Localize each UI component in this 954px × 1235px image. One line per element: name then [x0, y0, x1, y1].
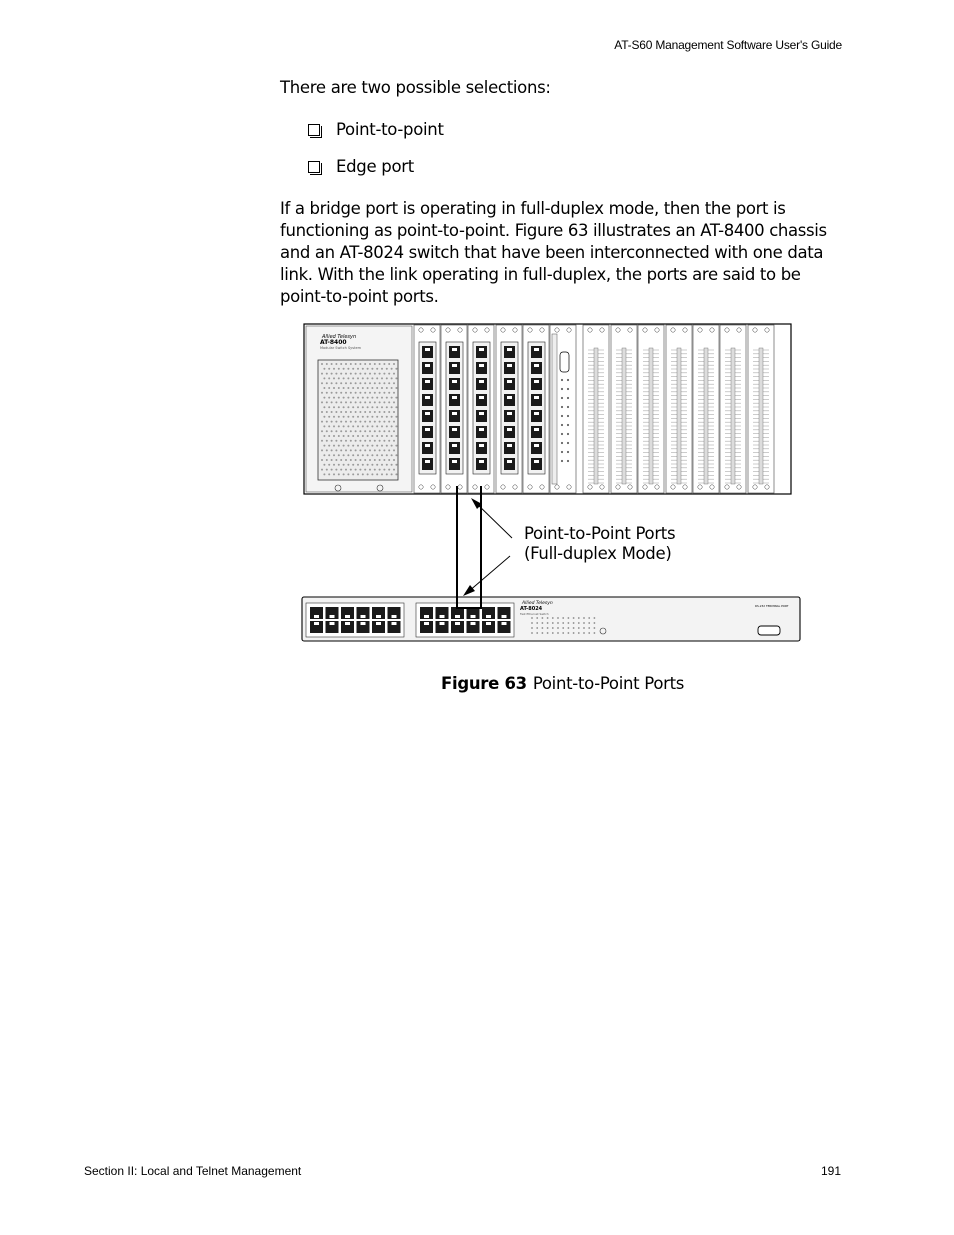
- rj45-port-icon: [449, 458, 460, 470]
- intro-text: There are two possible selections:: [280, 78, 551, 97]
- chassis-slot: [611, 325, 637, 493]
- chassis-slot: [583, 325, 609, 493]
- arrow-down-icon: [463, 585, 475, 596]
- rj45-port-icon: [504, 458, 515, 470]
- rj45-port-icon: [504, 426, 515, 438]
- led-icon: [531, 632, 533, 634]
- led-icon: [578, 622, 580, 624]
- callout-line-1: Point-to-Point Ports: [524, 524, 676, 543]
- led-icon: [547, 632, 549, 634]
- led-icon: [542, 632, 544, 634]
- checkbox-bullet-icon: [308, 161, 320, 173]
- rj45-port-icon: [504, 442, 515, 454]
- led-icon: [578, 632, 580, 634]
- switch-terminal-label: RS-232 TERMINAL PORT: [755, 604, 789, 608]
- led-icon: [552, 632, 554, 634]
- footer-section: Section II: Local and Telnet Management: [84, 1164, 302, 1178]
- led-icon: [568, 622, 570, 624]
- rj45-port-icon: [531, 410, 542, 422]
- switch-model: AT-8024: [520, 606, 543, 612]
- led-icon: [562, 632, 564, 634]
- led-icon: [531, 617, 533, 619]
- led-icon: [594, 617, 596, 619]
- led-icon: [578, 617, 580, 619]
- led-icon: [583, 627, 585, 629]
- rj45-port-icon: [449, 410, 460, 422]
- led-icon: [573, 632, 575, 634]
- console-port-icon: [560, 352, 569, 372]
- rj45-port-icon: [476, 410, 487, 422]
- rj45-port-icon: [476, 458, 487, 470]
- led-icon: [552, 622, 554, 624]
- led-icon: [561, 415, 563, 417]
- led-icon: [561, 460, 563, 462]
- rj45-port-icon: [449, 442, 460, 454]
- chassis-slot: [496, 325, 522, 493]
- option-point-to-point: [308, 120, 444, 139]
- rj45-port-icon: [476, 394, 487, 406]
- led-icon: [583, 617, 585, 619]
- chassis-model: AT-8400: [320, 339, 347, 346]
- chassis-slot: [748, 325, 774, 493]
- led-icon: [573, 627, 575, 629]
- led-icon: [562, 617, 564, 619]
- chassis-slot: [720, 325, 746, 493]
- led-icon: [567, 379, 569, 381]
- chassis-slot: [414, 325, 440, 493]
- serial-port-icon: [758, 626, 780, 635]
- led-icon: [552, 617, 554, 619]
- led-icon: [536, 617, 538, 619]
- led-icon: [557, 627, 559, 629]
- rj45-port-icon: [422, 426, 433, 438]
- led-icon: [567, 460, 569, 462]
- led-icon: [552, 627, 554, 629]
- led-icon: [594, 632, 596, 634]
- led-icon: [542, 617, 544, 619]
- rj45-port-icon: [476, 362, 487, 374]
- led-icon: [536, 632, 538, 634]
- chassis-slot: [666, 325, 692, 493]
- led-icon: [542, 622, 544, 624]
- led-icon: [583, 632, 585, 634]
- rj45-port-icon: [422, 410, 433, 422]
- option-edge-port: [308, 157, 414, 176]
- rj45-port-icon: [476, 426, 487, 438]
- chassis-subtitle: Modular Switch System: [320, 346, 362, 350]
- figure-point-to-point: [300, 320, 810, 654]
- led-icon: [547, 617, 549, 619]
- chassis-brand: Allied Telesyn: [322, 334, 357, 340]
- led-icon: [578, 627, 580, 629]
- option-label: Edge port: [336, 157, 414, 176]
- callout-line-2: (Full-duplex Mode): [524, 544, 672, 563]
- rj45-port-icon: [531, 346, 542, 358]
- rj45-port-icon: [422, 394, 433, 406]
- rj45-port-icon: [422, 458, 433, 470]
- led-icon: [594, 627, 596, 629]
- led-icon: [561, 406, 563, 408]
- rj45-port-icon: [449, 378, 460, 390]
- rj45-port-icon: [531, 458, 542, 470]
- at8400-chassis: [304, 324, 791, 494]
- led-icon: [561, 433, 563, 435]
- rj45-port-icon: [449, 394, 460, 406]
- rj45-port-icon: [422, 442, 433, 454]
- footer-page-number: 191: [820, 1164, 841, 1178]
- led-icon: [588, 622, 590, 624]
- chassis-slot: [523, 325, 549, 493]
- led-icon: [557, 617, 559, 619]
- rj45-port-icon: [531, 394, 542, 406]
- led-icon: [573, 617, 575, 619]
- figure-caption: [441, 674, 684, 693]
- led-icon: [547, 627, 549, 629]
- chassis-slot: [468, 325, 494, 493]
- led-icon: [547, 622, 549, 624]
- option-label: Point-to-point: [336, 120, 444, 139]
- chassis-slot: [693, 325, 719, 493]
- led-icon: [568, 627, 570, 629]
- checkbox-bullet-icon: [308, 124, 320, 136]
- led-icon: [567, 406, 569, 408]
- rj45-port-icon: [504, 394, 515, 406]
- rj45-port-icon: [449, 346, 460, 358]
- rj45-port-icon: [504, 410, 515, 422]
- led-icon: [557, 622, 559, 624]
- led-icon: [542, 627, 544, 629]
- chassis-slot: [441, 325, 467, 493]
- led-icon: [567, 388, 569, 390]
- led-icon: [567, 451, 569, 453]
- switch-brand: Allied Telesyn: [522, 601, 553, 606]
- rj45-port-icon: [449, 426, 460, 438]
- rj45-port-icon: [504, 346, 515, 358]
- led-icon: [567, 442, 569, 444]
- rj45-port-icon: [476, 378, 487, 390]
- rj45-port-icon: [531, 426, 542, 438]
- rj45-port-icon: [422, 362, 433, 374]
- led-icon: [561, 388, 563, 390]
- rj45-port-icon: [476, 442, 487, 454]
- led-icon: [561, 451, 563, 453]
- rj45-port-icon: [476, 346, 487, 358]
- led-icon: [594, 622, 596, 624]
- led-icon: [561, 442, 563, 444]
- rj45-port-icon: [504, 378, 515, 390]
- body-paragraph: If a bridge port is operating in full-duplex mode, then the port is functioning as point-to-point. Figure 63 illustrates an AT-8400 chassis and an AT-8024 switch that have been interconnected with one data link. With the link operating in full-duplex, the ports are said to be point-to-point ports.: [280, 199, 827, 306]
- chassis-slot: [638, 325, 664, 493]
- rj45-port-icon: [504, 362, 515, 374]
- switch-subtitle: Fast Ethernet Switch: [520, 612, 549, 616]
- led-icon: [562, 622, 564, 624]
- rj45-port-icon: [531, 378, 542, 390]
- rj45-port-icon: [449, 362, 460, 374]
- led-icon: [536, 622, 538, 624]
- network-diagram: [300, 320, 810, 650]
- led-icon: [536, 627, 538, 629]
- led-icon: [567, 415, 569, 417]
- led-icon: [567, 397, 569, 399]
- led-icon: [561, 379, 563, 381]
- running-header: AT-S60 Management Software User's Guide: [614, 38, 842, 52]
- led-icon: [531, 627, 533, 629]
- led-icon: [588, 617, 590, 619]
- led-icon: [561, 397, 563, 399]
- led-icon: [588, 627, 590, 629]
- led-icon: [567, 433, 569, 435]
- led-icon: [583, 622, 585, 624]
- rj45-port-icon: [531, 442, 542, 454]
- led-icon: [531, 622, 533, 624]
- led-icon: [568, 632, 570, 634]
- caption-text: Point-to-Point Ports: [532, 674, 685, 693]
- rj45-port-icon: [531, 362, 542, 374]
- at8024-switch: [302, 597, 800, 641]
- caption-number: Figure 63: [441, 674, 527, 693]
- led-icon: [567, 424, 569, 426]
- led-icon: [557, 632, 559, 634]
- led-icon: [562, 627, 564, 629]
- rj45-port-icon: [422, 346, 433, 358]
- rj45-port-icon: [422, 378, 433, 390]
- chassis-slot: [550, 325, 576, 493]
- led-icon: [588, 632, 590, 634]
- led-icon: [561, 424, 563, 426]
- led-icon: [568, 617, 570, 619]
- led-icon: [573, 622, 575, 624]
